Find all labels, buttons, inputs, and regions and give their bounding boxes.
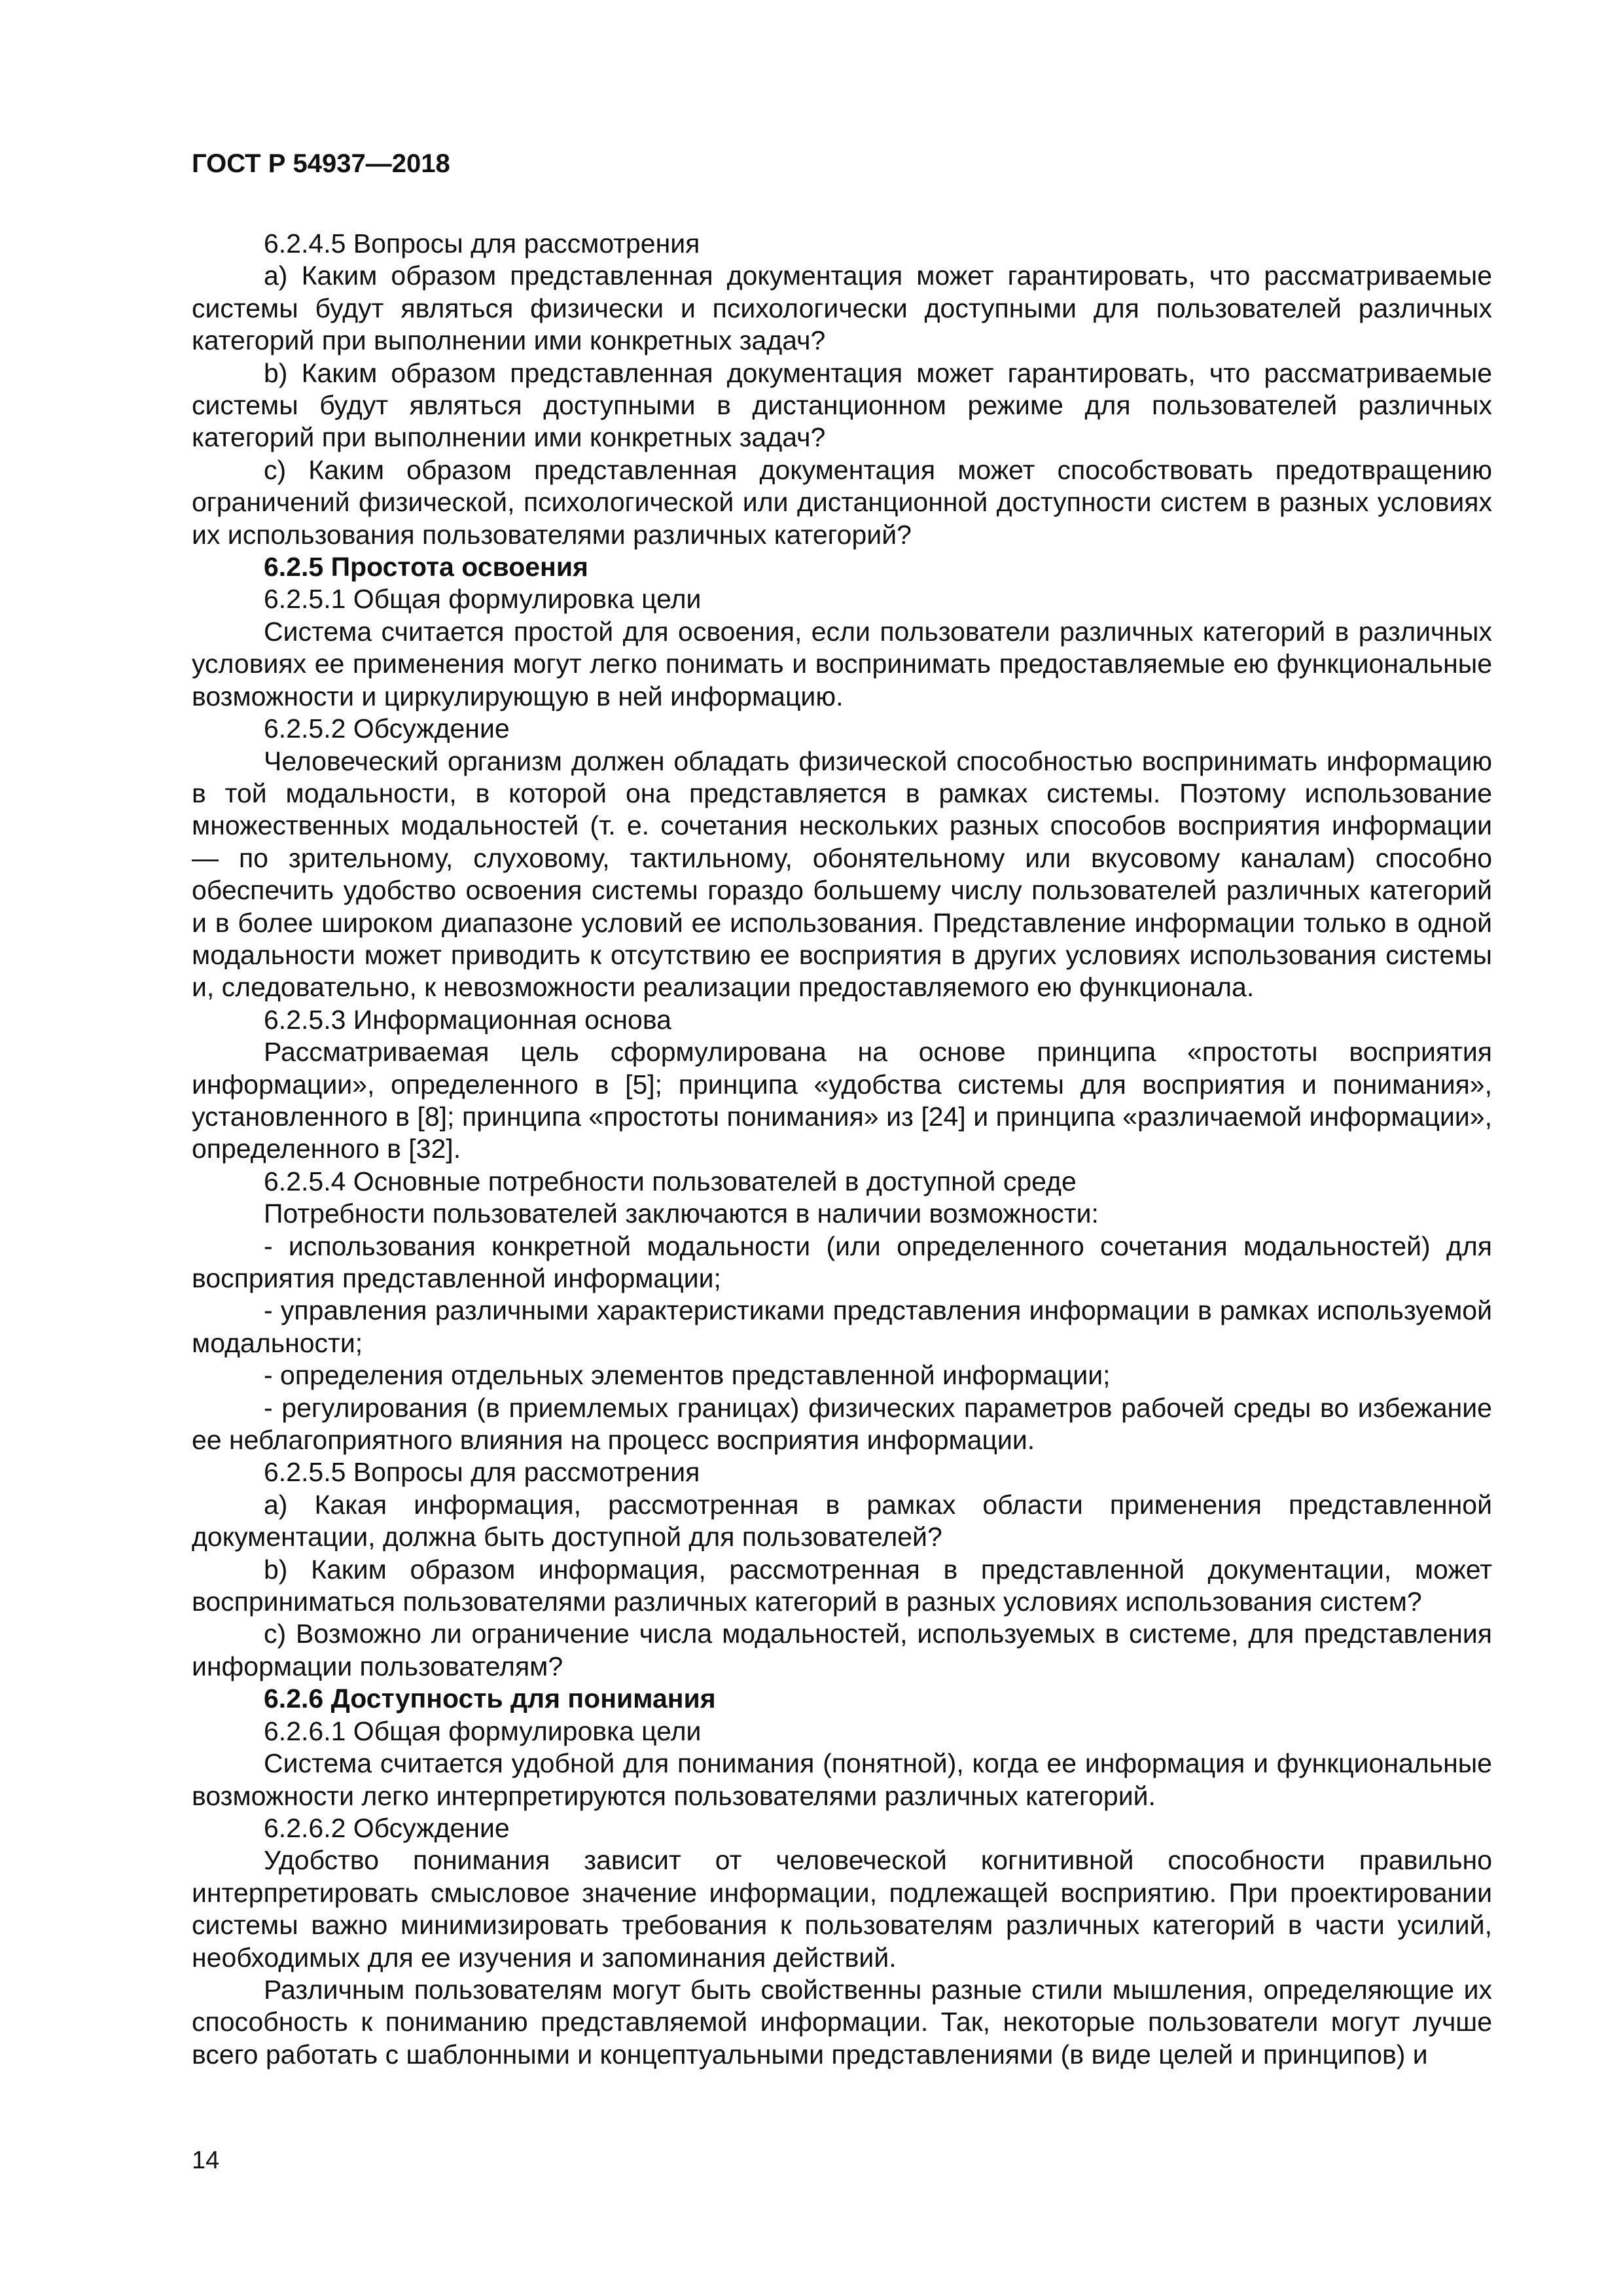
document-body: [192, 228, 1492, 2071]
paragraph: 6.2.6.2 Обсуждение: [264, 1812, 510, 1843]
section-heading: 6.2.6 Доступность для понимания: [264, 1683, 716, 1714]
paragraph: 6.2.5.2 Обсуждение: [264, 713, 510, 744]
paragraph: - использования конкретной модальности (или определенного сочетания модальностей) для восприятия представленной информации;: [192, 1230, 1492, 1293]
paragraph: b) Каким образом представленная документация может гарантировать, что рассматриваемые системы будут являться доступными в дистанционном режиме для пользователей различных категорий при выполнении ими конкретных задач?: [192, 357, 1492, 453]
paragraph: Рассматриваемая цель сформулирована на основе принципа «простоты восприятия информации», определенного в [5]; принципа «удобства системы для восприятия и понимания», установленного в [8]; принципа «простоты понимания» из [24] и принципа «различаемой информации», определенного в [32].: [192, 1037, 1492, 1164]
paragraph: a) Какая информация, рассмотренная в рамках области применения представленной документации, должна быть доступной для пользователей?: [192, 1489, 1492, 1552]
paragraph: b) Каким образом информация, рассмотренная в представленной документации, может восприниматься пользователями различных категорий в разных условиях использования систем?: [192, 1554, 1492, 1617]
paragraph: 6.2.5.5 Вопросы для рассмотрения: [264, 1457, 700, 1488]
paragraph: Потребности пользователей заключаются в наличии возможности:: [264, 1198, 1099, 1229]
section-heading: 6.2.5 Простота освоения: [264, 552, 588, 583]
paragraph: Различным пользователям могут быть свойственны разные стили мышления, определяющие их способность к пониманию представляемой информации. Так, некоторые пользователи могут лучше всего работать с шаблонными и концептуальными представлениями (в виде целей и принципов) и: [192, 1974, 1492, 2070]
paragraph: 6.2.5.4 Основные потребности пользователей в доступной среде: [264, 1166, 1077, 1196]
paragraph: c) Возможно ли ограничение числа модальностей, используемых в системе, для представления информации пользователям?: [192, 1619, 1492, 1681]
page-number: 14: [192, 2147, 220, 2174]
paragraph: c) Каким образом представленная документация может способствовать предотвращению ограничений физической, психологической или дистанционной доступности систем в разных условиях их использования пользователями различных категорий?: [192, 454, 1492, 550]
paragraph: 6.2.5.3 Информационная основа: [264, 1004, 671, 1035]
paragraph: Удобство понимания зависит от человеческой когнитивной способности правильно интерпретировать смысловое значение информации, подлежащей восприятию. При проектировании системы важно минимизировать требования к пользователям различных категорий в части усилий, необходимых для ее изучения и запоминания действий.: [192, 1845, 1492, 1973]
paragraph: Человеческий организм должен обладать физической способностью воспринимать информацию в той модальности, в которой она представляется в рамках системы. Поэтому использование множественных модальностей (т. е. сочетания нескольких разных способов восприятия информации — по зрительному, слуховому, тактильному, обонятельному или вкусовому каналам) способно обеспечить удобство освоения системы гораздо большему числу пользователей различных категорий и в более широком диапазоне условий ее использования. Представление информации только в одной модальности может приводить к отсутствию ее восприятия в других условиях использования системы и, следовательно, к невозможности реализации предоставляемого ею функционала.: [192, 745, 1492, 1003]
paragraph: a) Каким образом представленная документация может гарантировать, что рассматриваемые системы будут являться физически и психологически доступными для пользователей различных категорий при выполнении ими конкретных задач?: [192, 260, 1492, 356]
paragraph: 6.2.6.1 Общая формулировка цели: [264, 1715, 702, 1746]
paragraph: Система считается простой для освоения, если пользователи различных категорий в различных условиях ее применения могут легко понимать и воспринимать предоставляемые ею функциональные возможности и циркулирующую в ней информацию.: [192, 616, 1492, 711]
paragraph: - управления различными характеристиками представления информации в рамках используемой модальности;: [192, 1295, 1492, 1358]
page-header: ГОСТ Р 54937—2018: [192, 149, 450, 178]
paragraph: 6.2.4.5 Вопросы для рассмотрения: [264, 228, 700, 259]
paragraph: - регулирования (в приемлемых границах) физических параметров рабочей среды во избежание ее неблагоприятного влияния на процесс восприятия информации.: [192, 1392, 1492, 1456]
paragraph: Система считается удобной для понимания (понятной), когда ее информация и функциональные возможности легко интерпретируются пользователями различных категорий.: [192, 1748, 1492, 1811]
paragraph: - определения отдельных элементов представленной информации;: [264, 1360, 1111, 1391]
paragraph: 6.2.5.1 Общая формулировка цели: [264, 584, 702, 615]
